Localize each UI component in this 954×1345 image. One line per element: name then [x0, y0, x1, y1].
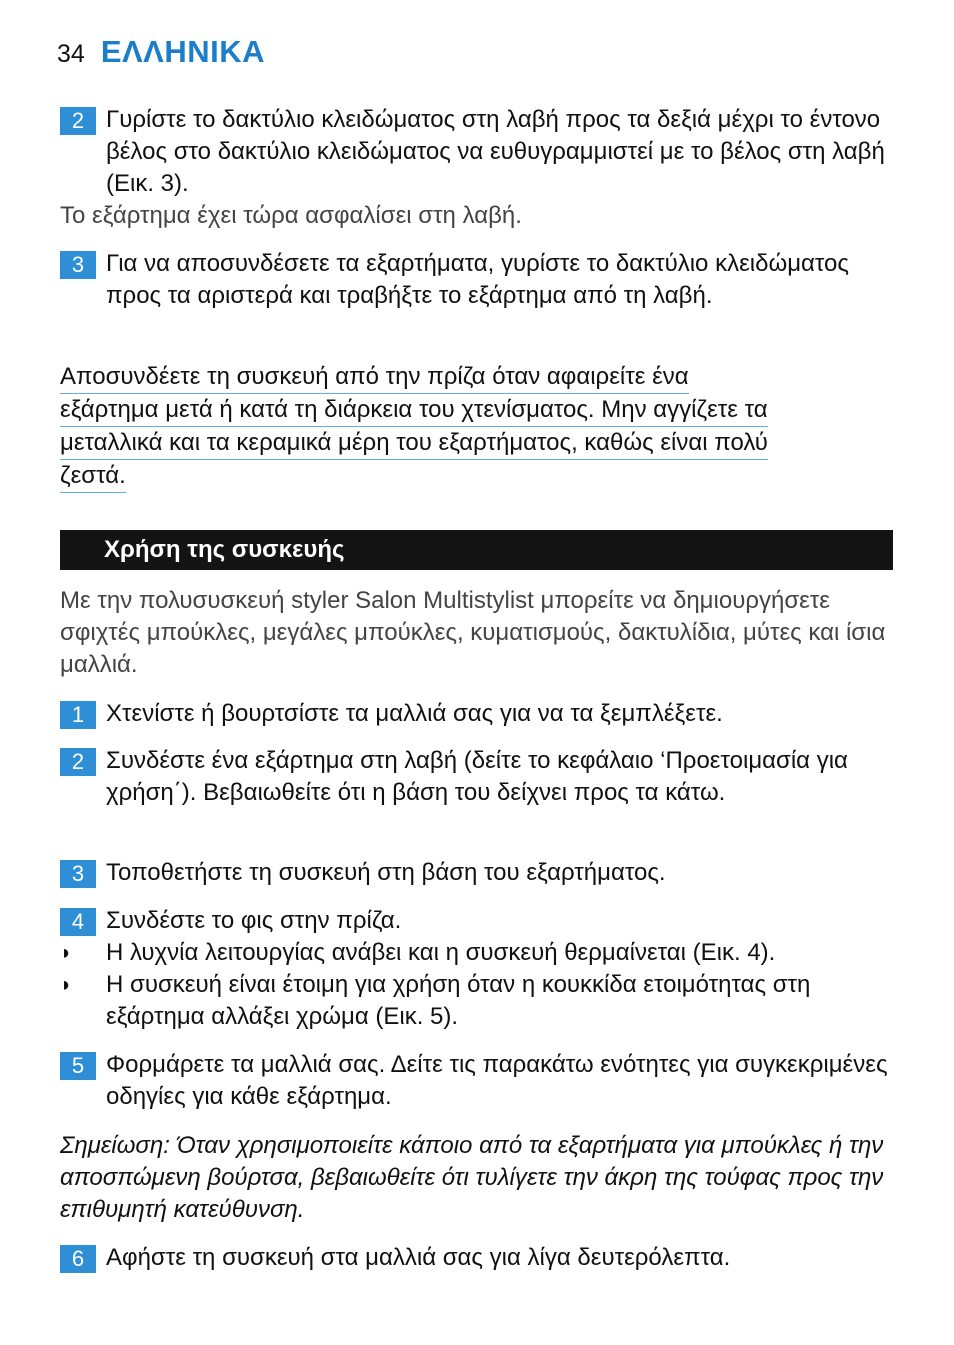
step-number-badge: 2 [60, 107, 96, 135]
step-item [60, 248, 900, 312]
page-header [57, 34, 265, 74]
step-number-badge: 1 [60, 701, 96, 729]
step-item [60, 857, 900, 889]
step-text: Συνδέστε ένα εξάρτημα στη λαβή (δείτε το κεφάλαιο ‘Προετοιμασία για χρήση΄). Βεβαιωθείτε ότι η βάση του δείχνει προς τα κάτω. [106, 747, 848, 806]
warning-line: Αποσυνδέετε τη συσκευή από την πρίζα όταν αφαιρείτε ένα [60, 361, 689, 394]
warning-line: εξάρτημα μετά ή κατά τη διάρκεια του χτενίσματος. Μην αγγίζετε τα [60, 394, 768, 427]
step-item [60, 698, 900, 730]
step-text: Φορμάρετε τα μαλλιά σας. Δείτε τις παρακάτω ενότητες για συγκεκριμένες οδηγίες για κάθε εξάρτημα. [106, 1051, 888, 1110]
step-number-badge: 3 [60, 860, 96, 888]
warning-line: μεταλλικά και τα κεραμικά μέρη του εξαρτήματος, καθώς είναι πολύ [60, 427, 768, 460]
step-item [60, 1049, 900, 1113]
step-item [60, 905, 900, 937]
step-number-badge: 3 [60, 251, 96, 279]
bullet-text: Η συσκευή είναι έτοιμη για χρήση όταν η κουκκίδα ετοιμότητας στη εξάρτημα αλλάξει χρώμα (Εικ. 5). [106, 971, 811, 1030]
step-item [60, 745, 900, 809]
step-text: Συνδέστε το φις στην πρίζα. [106, 907, 402, 934]
step-number-badge: 2 [60, 748, 96, 776]
section-heading-bar [60, 530, 893, 570]
result-bullet [60, 937, 900, 969]
step-number-badge: 6 [60, 1245, 96, 1273]
step-text: Χτενίστε ή βουρτσίστε τα μαλλιά σας για να τα ξεμπλέξετε. [106, 700, 723, 727]
step-text: Αφήστε τη συσκευή στα μαλλιά σας για λίγα δευτερόλεπτα. [106, 1244, 731, 1271]
result-text: Το εξάρτημα έχει τώρα ασφαλίσει στη λαβή. [60, 202, 522, 229]
bullet-marker-icon: ◗ [60, 942, 73, 964]
step-text: Γυρίστε το δακτύλιο κλειδώματος στη λαβή προς τα δεξιά μέχρι το έντονο βέλος στο δακτύλιο κλειδώματος να ευθυγραμμιστεί με το βέλος στη λαβή (Εικ. 3). [106, 106, 885, 197]
step-text: Για να αποσυνδέσετε τα εξαρτήματα, γυρίστε το δακτύλιο κλειδώματος προς τα αριστερά και τραβήξτε το εξάρτημα από τη λαβή. [106, 250, 849, 309]
warning-block [60, 361, 910, 493]
bullet-text: Η λυχνία λειτουργίας ανάβει και η συσκευή θερμαίνεται (Εικ. 4). [106, 939, 776, 966]
section-intro: Με την πολυσυσκευή styler Salon Multistylist μπορείτε να δημιουργήσετε σφιχτές μπούκλες, μεγάλες μπούκλες, κυματισμούς, δακτυλίδια, μύτες και ίσια μαλλιά. [60, 587, 886, 678]
section-title: Χρήση της συσκευής [104, 536, 345, 563]
warning-line: ζεστά. [60, 460, 126, 493]
step-number-badge: 4 [60, 908, 96, 936]
step-number-badge: 5 [60, 1052, 96, 1080]
step-text: Τοποθετήστε τη συσκευή στη βάση του εξαρτήματος. [106, 859, 666, 886]
step-item [60, 1242, 900, 1274]
result-bullet [60, 969, 900, 1033]
language-title: ΕΛΛΗΝΙΚΑ [100, 34, 266, 69]
bullet-marker-icon: ◗ [60, 974, 73, 996]
note-text: Σημείωση: Όταν χρησιμοποιείτε κάποιο από τα εξαρτήματα για μπούκλες ή την αποσπώμενη βούρτσα, βεβαιωθείτε ότι τυλίγετε την άκρη της τούφας προς την επιθυμητή κατεύθυνση. [60, 1132, 884, 1223]
step-item [60, 104, 900, 200]
page-number: 34 [57, 40, 85, 68]
